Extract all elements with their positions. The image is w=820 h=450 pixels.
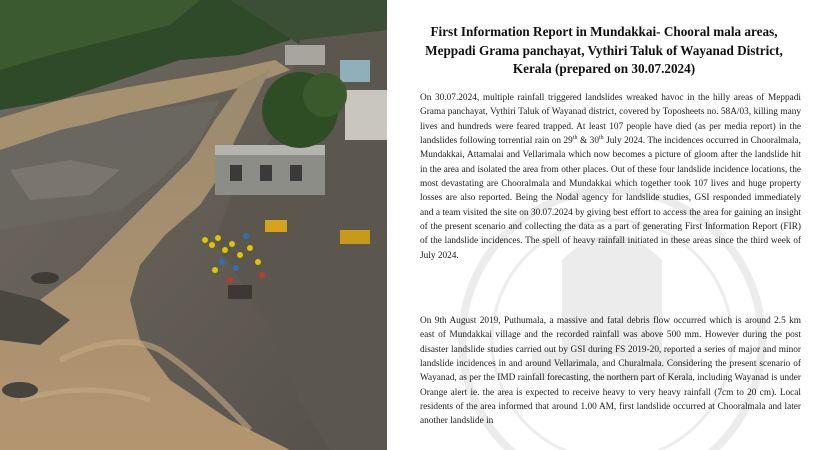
paragraph-1-text-a: On 30.07.2024, multiple rainfall triggered landslides wreaked havoc in the hilly areas of Meppadi Grama panchayat, Vythiri Taluk of Wayanad district, covered by Toposheets no. 58A/03, killing many lives and hundreds were feared trapped. At least 107 people have died (as per media report) in the landslides following torrential rain on 29 [420,93,801,147]
paragraph-1-text-c: July 2024. The incidences occurred in Chooralmala, Mundakkai, Attamalai and Vellarimala which now becomes a picture of gloom after the landslide hit in the area and isolated the area from other places. Out of these four landslide incidence locations, the most devastating are Chooralmala and Mundakkai which together took 107 lives and huge property losses are also reported. Being the Nodal agency for landslide studies, GSI responded immediately and a team visited the site on 30.07.2024 by giving best effort to access the area for gaining an insight of the present scenario and collecting the data as a part of generating First Information Report (FIR) of the landslide incidences. The spell of heavy rainfall initiated in these areas since the third week of July 2024. [420,136,801,261]
report-paragraph-2: On 9th August 2019, Puthumala, a massive and fatal debris flow occurred which is around 2.5 km east of Mundakkai village and the recorded rainfall was above 500 mm. However during the post disaster landslide studies carried out by GSI during FS 2019-20, reported a series of major and minor landslide incidences in and around Vellarimala, and Churalmala. Considering the present scenario of Wayanad, as per the IMD rainfall forecasting, the northern part of Kerala, including Wayanad is under Orange alert ie. the area is expected to receive heavy to very heavy rainfall (7cm to 20 cm). Local residents of the area informed that around 1.00 AM, first landslide occurred at Chooralmala and later another landslide in [420,316,801,427]
superscript-th: th [598,134,604,141]
landslide-aerial-photo [0,0,387,450]
paragraph-1-text-b: & 30 [577,136,599,147]
superscript-th: th [572,134,578,141]
aerial-photo-graphic [0,0,387,450]
report-document [387,0,820,450]
report-paragraph-1 [420,91,801,263]
report-title: First Information Report in Mundakkai- Chooral mala areas, Meppadi Grama panchayat, Vythiri Taluk of Wayanad District, Kerala (prepared on 30.07.2024) [425,24,783,76]
